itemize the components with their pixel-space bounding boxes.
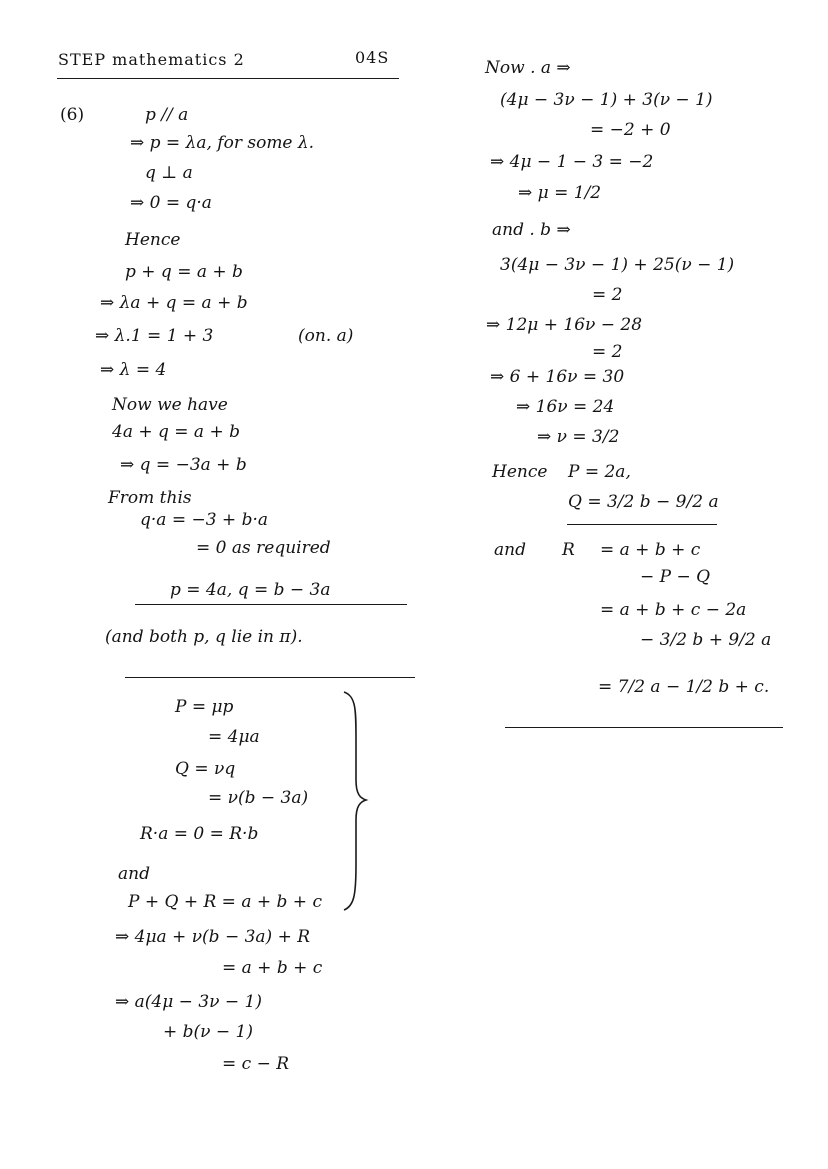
math-line: = a + b + c bbox=[222, 958, 323, 978]
header-rule bbox=[57, 78, 399, 79]
math-line: ⇒ 12μ + 16ν − 28 bbox=[486, 315, 643, 335]
math-line: ⇒ ν = 3/2 bbox=[537, 427, 620, 447]
math-line: R·a = 0 = R·b bbox=[140, 824, 259, 844]
math-line: = 2 bbox=[592, 285, 623, 305]
math-line: (4μ − 3ν − 1) + 3(ν − 1) bbox=[500, 90, 713, 110]
right-brace bbox=[340, 690, 370, 912]
divider bbox=[135, 604, 407, 605]
math-line: ⇒ 4μ − 1 − 3 = −2 bbox=[490, 152, 654, 172]
math-line: Hence bbox=[125, 230, 181, 250]
math-line: Q = 3/2 b − 9/2 a bbox=[568, 492, 719, 512]
math-line: ⇒ 4μa + ν(b − 3a) + R bbox=[115, 927, 311, 947]
math-line: = 0 as required bbox=[196, 538, 331, 558]
math-line: q ⊥ a bbox=[145, 163, 193, 183]
header-code: 04S bbox=[355, 48, 390, 67]
math-line: From this bbox=[108, 488, 192, 508]
math-line: 4a + q = a + b bbox=[112, 422, 241, 442]
math-line: − 3/2 b + 9/2 a bbox=[640, 630, 772, 650]
math-line: = 2 bbox=[592, 342, 623, 362]
part-label: (6) bbox=[60, 105, 85, 125]
math-line: R bbox=[562, 540, 575, 560]
math-line: P = 2a, bbox=[568, 462, 631, 482]
math-line: ⇒ 6 + 16ν = 30 bbox=[490, 367, 625, 387]
header-title: STEP mathematics 2 bbox=[58, 50, 245, 69]
math-line: = ν(b − 3a) bbox=[208, 788, 309, 808]
math-line: = a + b + c − 2a bbox=[600, 600, 747, 620]
math-line: P = μp bbox=[175, 697, 234, 717]
math-line: 3(4μ − 3ν − 1) + 25(ν − 1) bbox=[500, 255, 735, 275]
math-line: (on. a) bbox=[298, 326, 354, 346]
math-line: − P − Q bbox=[640, 567, 711, 587]
math-line: and . b ⇒ bbox=[492, 220, 571, 240]
math-line: ⇒ λa + q = a + b bbox=[100, 293, 248, 313]
math-line: ⇒ a(4μ − 3ν − 1) bbox=[115, 992, 262, 1012]
math-line: Q = νq bbox=[175, 759, 236, 779]
math-line: and bbox=[494, 540, 526, 560]
math-line: Now we have bbox=[112, 395, 228, 415]
divider bbox=[505, 727, 783, 728]
math-line: = −2 + 0 bbox=[590, 120, 671, 140]
math-line: (and both p, q lie in π). bbox=[105, 627, 303, 647]
math-line: q·a = −3 + b·a bbox=[140, 510, 269, 530]
math-line: ⇒ λ = 4 bbox=[100, 360, 167, 380]
math-line: p + q = a + b bbox=[125, 262, 243, 282]
math-line: ⇒ λ.1 = 1 + 3 bbox=[95, 326, 214, 346]
divider bbox=[567, 524, 717, 525]
math-line: = a + b + c bbox=[600, 540, 701, 560]
math-line: = 4μa bbox=[208, 727, 260, 747]
math-line: = c − R bbox=[222, 1054, 290, 1074]
math-line: P + Q + R = a + b + c bbox=[128, 892, 322, 912]
math-line: ⇒ 16ν = 24 bbox=[516, 397, 615, 417]
math-line: p = 4a, q = b − 3a bbox=[170, 580, 331, 600]
math-line: Now . a ⇒ bbox=[485, 58, 571, 78]
math-line: ⇒ p = λa, for some λ. bbox=[130, 133, 315, 153]
math-line: + b(ν − 1) bbox=[163, 1022, 253, 1042]
math-line: and bbox=[118, 864, 150, 884]
math-line: ⇒ 0 = q·a bbox=[130, 193, 212, 213]
math-line: Hence bbox=[492, 462, 548, 482]
math-line: ⇒ μ = 1/2 bbox=[518, 183, 602, 203]
math-line: = 7/2 a − 1/2 b + c. bbox=[598, 677, 770, 697]
divider bbox=[125, 677, 415, 678]
math-line: ⇒ q = −3a + b bbox=[120, 455, 247, 475]
math-line: p // a bbox=[145, 105, 189, 125]
